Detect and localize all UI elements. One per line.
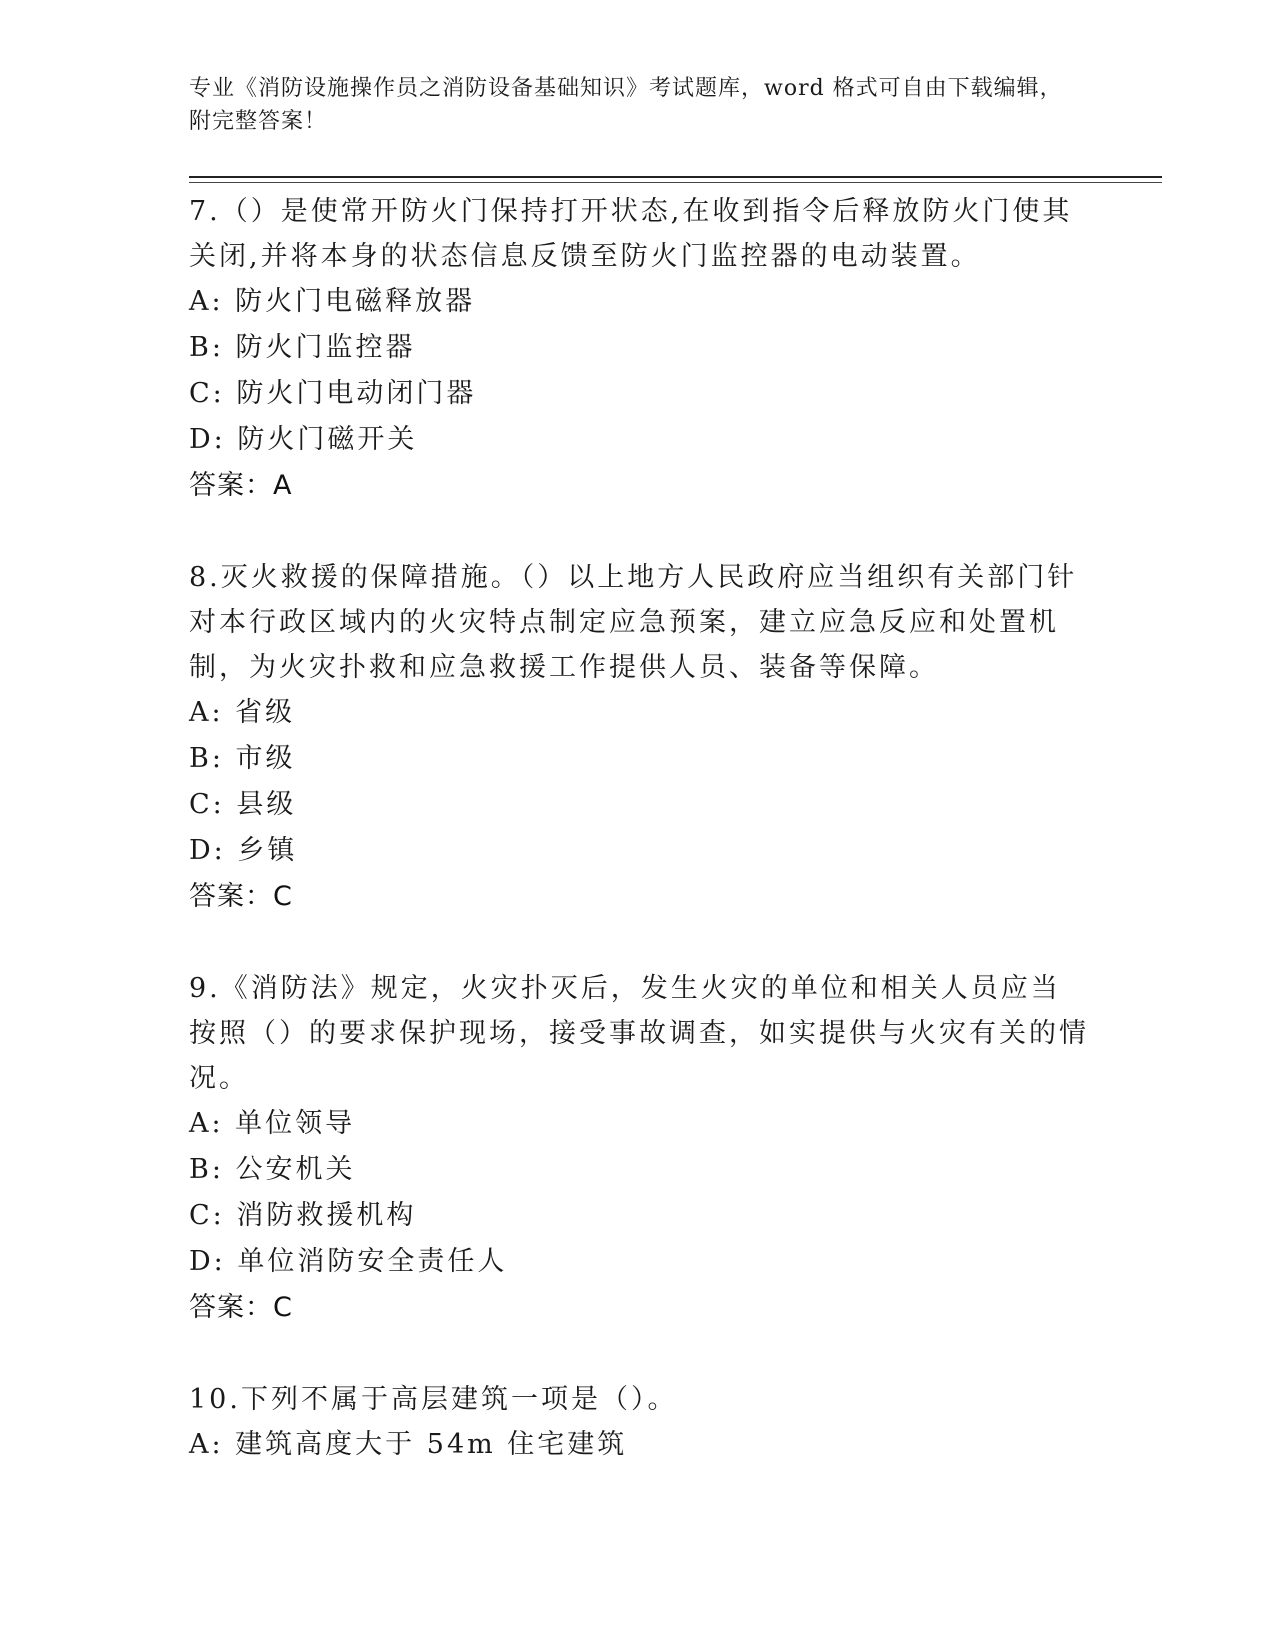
option-b: B: 防火门监控器 xyxy=(189,332,416,363)
option-d: D: 乡镇 xyxy=(189,835,298,866)
answer: 答案：C xyxy=(189,881,293,912)
divider-thin xyxy=(189,182,1162,183)
option-d: D: 单位消防安全责任人 xyxy=(189,1246,508,1277)
question-8 xyxy=(189,555,1089,920)
answer: 答案：C xyxy=(189,1292,293,1323)
question-stem: 9.《消防法》规定，火灾扑灭后，发生火灾的单位和相关人员应当按照（）的要求保护现场，接受事故调查，如实提供与火灾有关的情况。 xyxy=(189,973,1089,1094)
question-stem: 7.（）是使常开防火门保持打开状态,在收到指令后释放防火门使其关闭,并将本身的状态信息反馈至防火门监控器的电动装置。 xyxy=(189,196,1073,272)
option-c: C: 防火门电动闭门器 xyxy=(189,378,477,409)
question-10 xyxy=(189,1377,1089,1468)
option-c: C: 消防救援机构 xyxy=(189,1200,417,1231)
option-a: A: 省级 xyxy=(189,697,296,728)
answer: 答案：A xyxy=(189,470,293,501)
divider-thick xyxy=(189,176,1162,178)
option-c: C: 县级 xyxy=(189,789,297,820)
question-stem: 10.下列不属于高层建筑一项是（）。 xyxy=(189,1384,678,1415)
option-d: D: 防火门磁开关 xyxy=(189,424,418,455)
header-divider xyxy=(189,176,1162,183)
question-stem: 8.灭火救援的保障措施。（）以上地方人民政府应当组织有关部门针对本行政区域内的火灾特点制定应急预案，建立应急反应和处置机制，为火灾扑救和应急救援工作提供人员、装备等保障。 xyxy=(189,562,1078,683)
option-a: A: 建筑高度大于 54m 住宅建筑 xyxy=(189,1429,628,1460)
question-7 xyxy=(189,189,1089,509)
question-list xyxy=(189,189,1089,1514)
option-b: B: 公安机关 xyxy=(189,1154,356,1185)
document-header: 专业《消防设施操作员之消防设备基础知识》考试题库，word 格式可自由下载编辑，附完整答案！ xyxy=(189,76,1063,134)
question-9 xyxy=(189,966,1089,1331)
option-a: A: 防火门电磁释放器 xyxy=(189,286,476,317)
option-a: A: 单位领导 xyxy=(189,1108,356,1139)
option-b: B: 市级 xyxy=(189,743,296,774)
